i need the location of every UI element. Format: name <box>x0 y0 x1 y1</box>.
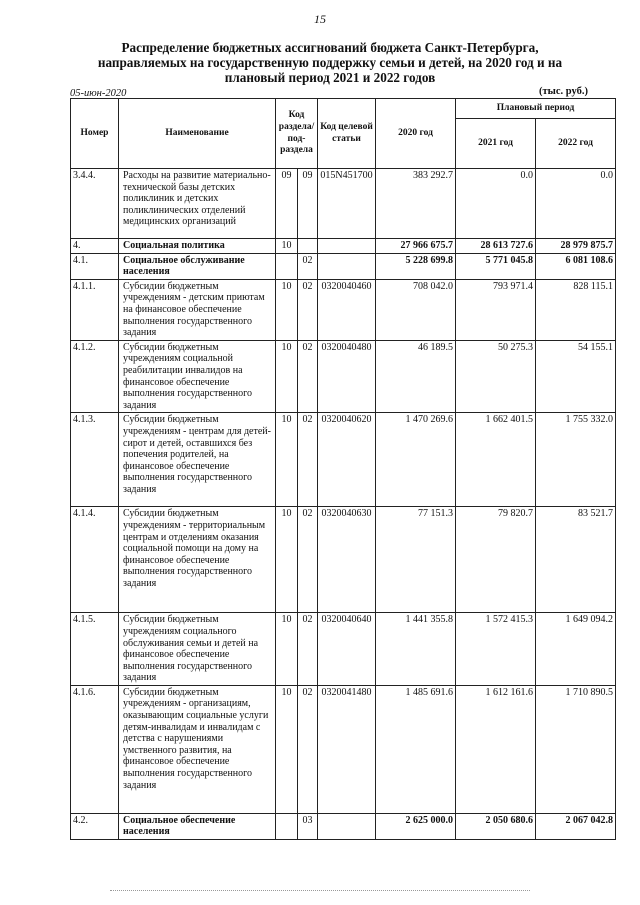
row-target-code: 0320041480 <box>318 685 376 813</box>
table-row <box>71 253 616 279</box>
row-number: 4.2. <box>71 813 119 839</box>
row-target-code <box>318 239 376 254</box>
header-name: Наименование <box>119 99 276 169</box>
row-value-2021: 793 971.4 <box>456 279 536 340</box>
row-value-2022: 2 067 042.8 <box>536 813 616 839</box>
row-name: Субсидии бюджетным учреждениям - детским приютам на финансовое обеспечение выполнения государственного задания <box>119 279 276 340</box>
row-subsection-code: 02 <box>298 413 318 507</box>
row-section-code <box>276 813 298 839</box>
row-number: 4.1.5. <box>71 613 119 686</box>
table-row <box>71 613 616 686</box>
row-subsection-code: 02 <box>298 340 318 413</box>
row-number: 4.1.6. <box>71 685 119 813</box>
row-name: Расходы на развитие материально-технической базы детских поликлиник и детских поликлинических отделений медицинских организаций <box>119 169 276 239</box>
row-value-2022: 828 115.1 <box>536 279 616 340</box>
row-value-2022: 1 755 332.0 <box>536 413 616 507</box>
table-row <box>71 685 616 813</box>
table-row <box>71 279 616 340</box>
header-2020: 2020 год <box>376 99 456 169</box>
units-label: (тыс. руб.) <box>539 86 588 97</box>
row-value-2021: 79 820.7 <box>456 507 536 613</box>
row-value-2021: 2 050 680.6 <box>456 813 536 839</box>
row-target-code: 015N451700 <box>318 169 376 239</box>
row-number: 4.1.3. <box>71 413 119 507</box>
row-name: Субсидии бюджетным учреждениям - территориальным центрам и отделениям оказания социальной помощи на дому на финансовое обеспечение выполнения государственного задания <box>119 507 276 613</box>
row-value-2021: 0.0 <box>456 169 536 239</box>
row-target-code: 0320040480 <box>318 340 376 413</box>
row-value-2020: 77 151.3 <box>376 507 456 613</box>
row-value-2020: 383 292.7 <box>376 169 456 239</box>
row-name: Субсидии бюджетным учреждениям социального обслуживания семьи и детей на финансовое обеспечение выполнения государственного задания <box>119 613 276 686</box>
row-value-2021: 50 275.3 <box>456 340 536 413</box>
row-number: 4.1.4. <box>71 507 119 613</box>
row-section-code <box>276 253 298 279</box>
table-row <box>71 813 616 839</box>
row-target-code <box>318 813 376 839</box>
row-value-2020: 27 966 675.7 <box>376 239 456 254</box>
row-target-code <box>318 253 376 279</box>
scan-artifact-line <box>110 890 530 893</box>
row-value-2021: 1 662 401.5 <box>456 413 536 507</box>
row-value-2021: 1 612 161.6 <box>456 685 536 813</box>
row-section-code: 10 <box>276 685 298 813</box>
row-name: Субсидии бюджетным учреждениям социальной реабилитации инвалидов на финансовое обеспечение выполнения государственного задания <box>119 340 276 413</box>
row-target-code: 0320040460 <box>318 279 376 340</box>
row-value-2020: 46 189.5 <box>376 340 456 413</box>
row-name: Социальное обеспечение населения <box>119 813 276 839</box>
budget-table <box>70 98 616 840</box>
row-subsection-code: 02 <box>298 253 318 279</box>
row-value-2020: 1 441 355.8 <box>376 613 456 686</box>
row-subsection-code <box>298 239 318 254</box>
row-section-code: 10 <box>276 507 298 613</box>
table-row <box>71 413 616 507</box>
row-value-2020: 5 228 699.8 <box>376 253 456 279</box>
table-row <box>71 340 616 413</box>
document-date: 05-июн-2020 <box>70 88 127 99</box>
row-number: 4. <box>71 239 119 254</box>
row-value-2022: 28 979 875.7 <box>536 239 616 254</box>
row-value-2020: 708 042.0 <box>376 279 456 340</box>
row-section-code: 10 <box>276 279 298 340</box>
row-subsection-code: 03 <box>298 813 318 839</box>
header-number: Номер <box>71 99 119 169</box>
row-value-2020: 1 485 691.6 <box>376 685 456 813</box>
row-value-2020: 1 470 269.6 <box>376 413 456 507</box>
header-2022: 2022 год <box>536 119 616 169</box>
row-name: Социальное обслуживание населения <box>119 253 276 279</box>
row-target-code: 0320040640 <box>318 613 376 686</box>
table-row <box>71 239 616 254</box>
row-value-2021: 1 572 415.3 <box>456 613 536 686</box>
row-section-code: 09 <box>276 169 298 239</box>
header-planned-period: Плановый период <box>456 99 616 119</box>
row-subsection-code: 02 <box>298 685 318 813</box>
row-value-2022: 83 521.7 <box>536 507 616 613</box>
row-subsection-code: 09 <box>298 169 318 239</box>
row-number: 3.4.4. <box>71 169 119 239</box>
header-2021: 2021 год <box>456 119 536 169</box>
row-section-code: 10 <box>276 340 298 413</box>
row-number: 4.1.1. <box>71 279 119 340</box>
row-name: Социальная политика <box>119 239 276 254</box>
row-section-code: 10 <box>276 613 298 686</box>
row-subsection-code: 02 <box>298 613 318 686</box>
row-subsection-code: 02 <box>298 279 318 340</box>
header-section-code: Код раздела/ под- раздела <box>276 99 318 169</box>
document-title: Распределение бюджетных ассигнований бюджета Санкт-Петербурга, направляемых на государственную поддержку семьи и детей, на 2020 год и на плановый период 2021 и 2022 годов <box>97 40 563 85</box>
row-target-code: 0320040630 <box>318 507 376 613</box>
row-value-2022: 6 081 108.6 <box>536 253 616 279</box>
row-target-code: 0320040620 <box>318 413 376 507</box>
row-section-code: 10 <box>276 413 298 507</box>
table-row <box>71 169 616 239</box>
row-value-2021: 5 771 045.8 <box>456 253 536 279</box>
row-name: Субсидии бюджетным учреждениям - организациям, оказывающим социальные услуги детям-инвалидам и инвалидам с детства с нарушениями умственного развития, на финансовое обеспечение выполнения государственного задания <box>119 685 276 813</box>
row-section-code: 10 <box>276 239 298 254</box>
page-number: 15 <box>314 12 326 26</box>
row-value-2020: 2 625 000.0 <box>376 813 456 839</box>
row-value-2021: 28 613 727.6 <box>456 239 536 254</box>
row-value-2022: 0.0 <box>536 169 616 239</box>
row-subsection-code: 02 <box>298 507 318 613</box>
row-name: Субсидии бюджетным учреждениям - центрам для детей-сирот и детей, оставшихся без попечения родителей, на финансовое обеспечение выполнения государственного задания <box>119 413 276 507</box>
row-value-2022: 1 649 094.2 <box>536 613 616 686</box>
row-value-2022: 1 710 890.5 <box>536 685 616 813</box>
row-number: 4.1.2. <box>71 340 119 413</box>
header-target-code: Код целевой статьи <box>318 99 376 169</box>
row-value-2022: 54 155.1 <box>536 340 616 413</box>
row-number: 4.1. <box>71 253 119 279</box>
table-row <box>71 507 616 613</box>
